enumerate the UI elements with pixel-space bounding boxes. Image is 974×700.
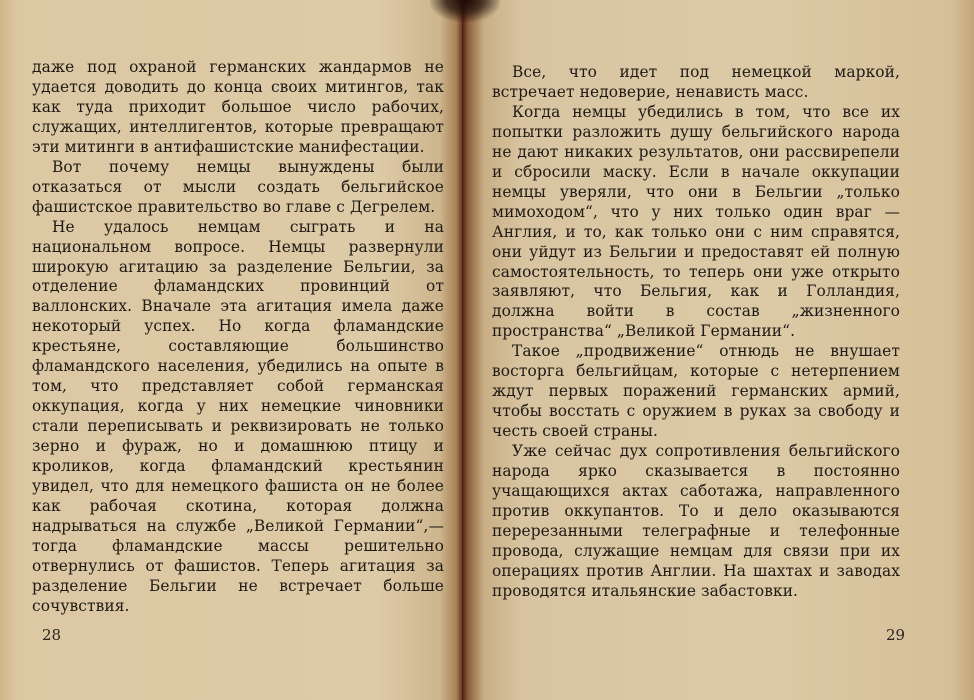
paragraph: Не удалось немцам сыграть и на национальном вопросе. Немцы развернули широкую агитацию за разделение Бельгии, за отделение фламандских провинций от валлонских. Вначале эта агитация имела даже некоторый успех. Но когда фламандские крестьяне, составляющие большинство фламандского населения, убедились на опыте в том, что представляет собой германская оккупация, когда у них немецкие чиновники стали переписывать и реквизировать не только зерно и фураж, но и домашнюю птицу и кроликов, когда фламандский крестьянин увидел, что для немецкого фашиста он не более как рабочая скотина, которая должна надрываться на службе „Великой Германии“,— тогда фламандские массы решительно отвернулись от фашистов. Теперь агитация за разделение Бельгии не встречает больше сочувствия. <box>32 217 444 615</box>
left-page-text <box>32 58 444 617</box>
paragraph: Такое „продвижение“ отнюдь не внушает восторга бельгийцам, которые с нетерпением ждут первых поражений германских армий, чтобы восстать с оружием в руках за свободу и честь своей страны. <box>492 342 900 441</box>
paragraph: Когда немцы убедились в том, что все их попытки разложить душу бельгийского народа не дают никаких результатов, они рассвирепели и сбросили маску. Если в начале оккупации немцы уверяли, что они в Бельгии „только мимоходом“, что у них только один враг — Англия, и то, как только они с ним справятся, они уйдут из Бельгии и предоставят ей полную самостоятельность, то теперь они уже открыто заявляют, что Бельгия, как и Голландия, должна войти в состав „жизненного пространства“ „Великой Германии“. <box>492 102 900 341</box>
paragraph: Все, что идет под немецкой маркой, встречает недоверие, ненависть масс. <box>492 63 900 101</box>
paragraph: Уже сейчас дух сопротивления бельгийского народа ярко сказывается в постоянно учащающихся актах саботажа, направленного против оккупантов. То и дело оказываются перерезанными телеграфные и телефонные провода, служащие немцам для связи при их операциях против Англии. На шахтах и заводах проводятся итальянские забастовки. <box>492 442 900 600</box>
page-number-right: 29 <box>886 626 906 644</box>
binding-shadow <box>430 0 500 22</box>
paragraph: даже под охраной германских жандармов не удается доводить до конца своих митингов, так как туда приходит большое число рабочих, служащих, интеллигентов, которые превращают эти митинги в антифашистские манифестации. <box>32 58 444 156</box>
page-number-left: 28 <box>42 626 62 644</box>
right-page-text <box>492 63 900 602</box>
paragraph: Вот почему немцы вынуждены были отказаться от мысли создать бельгийское фашистское правительство во главе с Дегрелем. <box>32 157 444 216</box>
